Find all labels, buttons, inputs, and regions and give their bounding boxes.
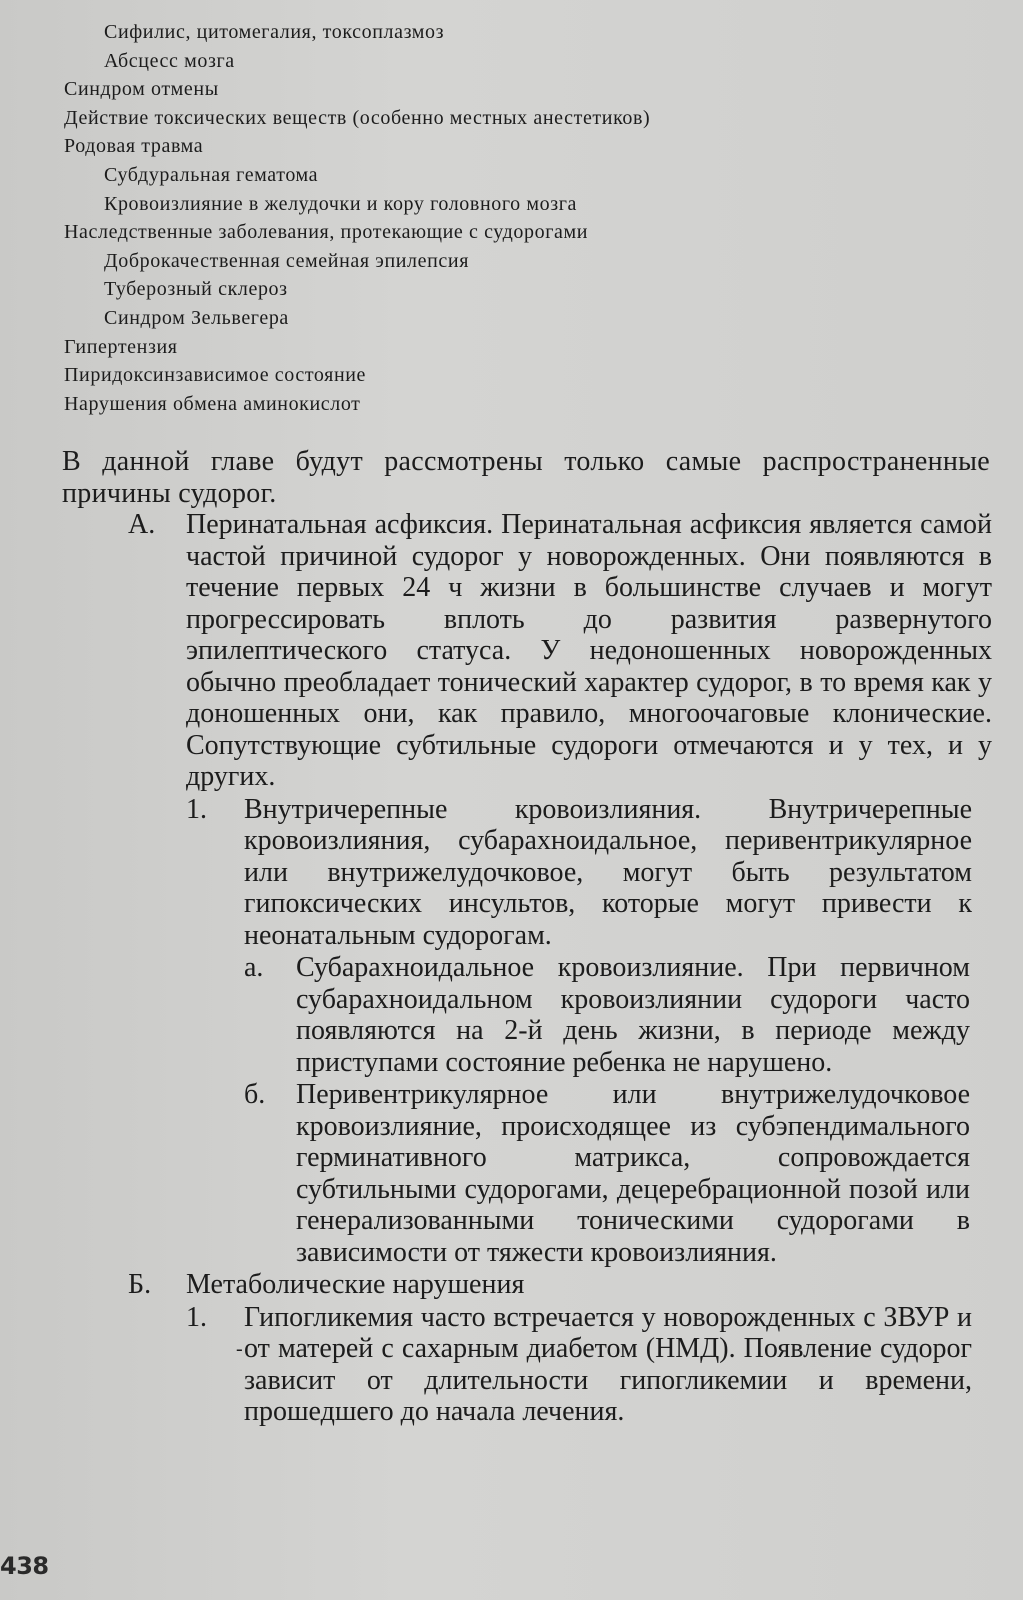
intro-paragraph: В данной главе будут рассмотрены только самые распространенные причины судорог. — [62, 446, 990, 509]
list-item: Сифилис, цитомегалия, токсоплазмоз — [104, 21, 445, 43]
main-text — [62, 446, 992, 1428]
list-item: Абсцесс мозга — [104, 49, 235, 72]
page-number: 438 — [0, 1552, 49, 1580]
list-item: Синдром отмены — [64, 78, 219, 101]
list-item: Пиридоксинзависимое состояние — [64, 364, 367, 387]
list-item: Нарушения обмена аминокислот — [64, 392, 361, 415]
section-a — [128, 509, 992, 793]
section-a1b-marker: б. — [244, 1079, 266, 1110]
list-item: Субдуральная гематома — [104, 163, 319, 186]
section-a1a — [244, 952, 970, 1078]
section-a1a-text: Субарахноидальное кровоизлияние. При первичном субарахноидальном кровоизлиянии судороги часто появляются на 2-й день жизни, в периоде между приступами состояние ребенка не нарушено. — [296, 952, 970, 1078]
section-a1b — [244, 1079, 970, 1268]
list-item: Доброкачественная семейная эпилепсия — [104, 249, 469, 272]
list-item: Родовая травма — [64, 135, 204, 158]
section-a1b-text: Перивентрикулярное или внутрижелудочковое кровоизлияние, происходящее из субэпендимального герминативного матрикса, сопровождается субтильными судорогами, децеребрационной позой или генерализованными тоническими судорогами в зависимости от тяжести кровоизлияния. — [296, 1079, 970, 1268]
section-a-marker: А. — [128, 509, 156, 540]
list-item: Кровоизлияние в желудочки и кору головного мозга — [104, 192, 577, 215]
section-a1a-marker: а. — [244, 952, 264, 983]
section-b1-text: Гипогликемия часто встречается у новорожденных с ЗВУР и от матерей с сахарным диабетом (НМД). Появление судорог зависит от длительности гипогликемии и времени, прошедшего до начала лечения. — [244, 1301, 972, 1427]
list-item: Действие токсических веществ (особенно местных анестетиков) — [64, 106, 651, 129]
section-a1 — [186, 794, 972, 952]
list-item: Наследственные заболевания, протекающие с судорогами — [64, 221, 589, 244]
section-a1-marker: 1. — [186, 793, 207, 825]
stray-dash-mark: - — [236, 1338, 243, 1360]
section-b — [128, 1269, 992, 1301]
section-b-marker: Б. — [128, 1269, 152, 1300]
list-item: Гипертензия — [64, 335, 178, 358]
section-b1 — [186, 1302, 972, 1428]
section-a-text: Перинатальная асфиксия. Перинатальная асфиксия является самой частой причиной судорог у новорожденных. Они появляются в течение первых 24 ч жизни в большинстве случаев и могут прогрессировать вплоть до развития развернутого эпилептического статуса. У недоношенных новорожденных обычно преобладает тонический характер судорог, в то время как у доношенных они, как правило, многоочаговые клонические. Сопутствующие субтильные судороги отмечаются и у тех, и у других. — [186, 509, 992, 792]
section-b1-marker: 1. — [186, 1301, 207, 1333]
section-a1-text: Внутричерепные кровоизлияния. Внутричерепные кровоизлияния, субарахноидальное, перивентрикулярное или внутрижелудочковое, могут быть результатом гипоксических инсультов, которые могут привести к неонатальным судорогам. — [244, 793, 972, 951]
section-b-text: Метаболические нарушения — [186, 1269, 525, 1300]
list-item: Синдром Зельвегера — [104, 306, 289, 329]
list-item: Туберозный склероз — [104, 278, 288, 301]
causes-list — [64, 18, 964, 418]
